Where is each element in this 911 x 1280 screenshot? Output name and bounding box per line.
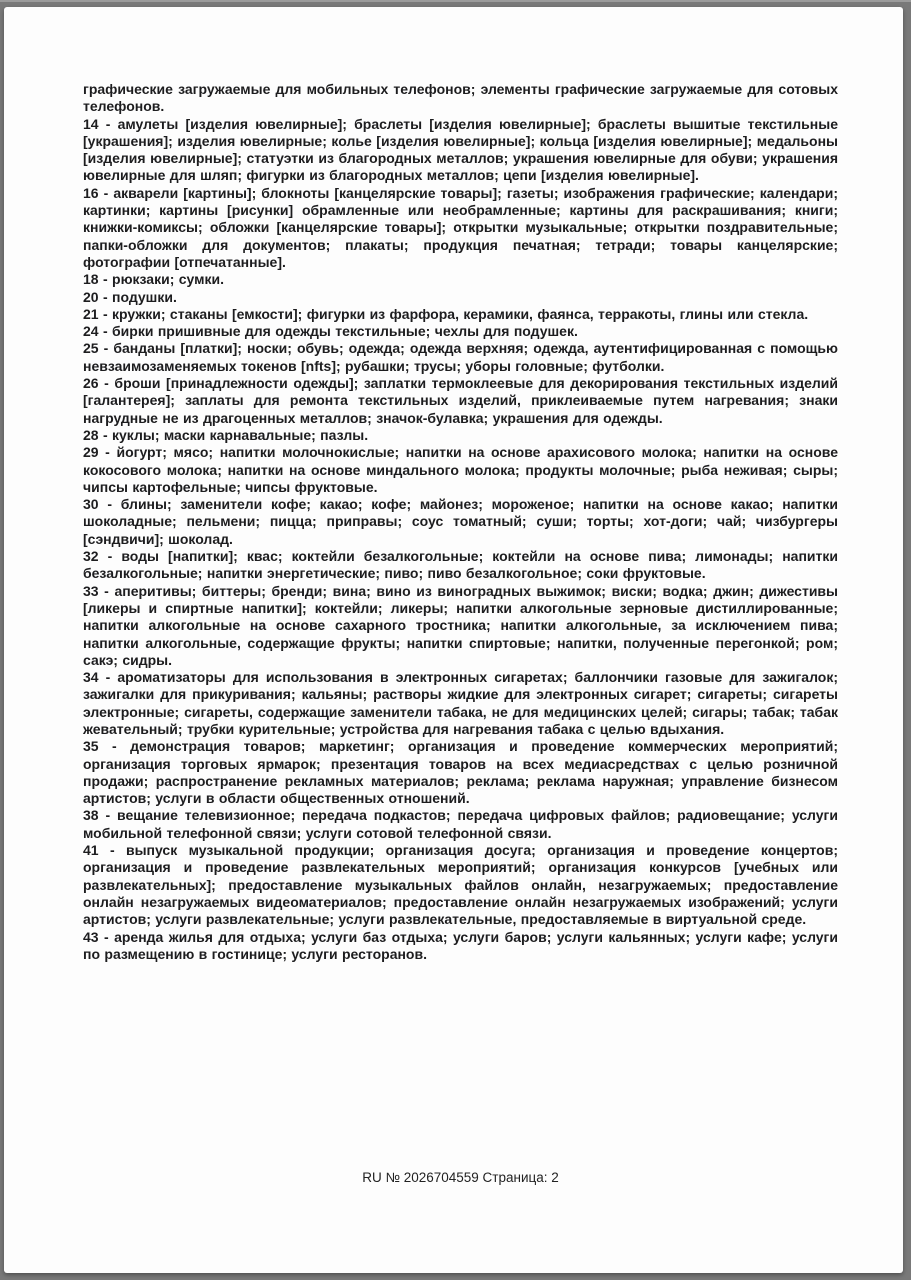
class-paragraph: 20 - подушки.	[83, 288, 177, 305]
document-page	[4, 7, 903, 1273]
class-paragraph: 21 - кружки; стаканы [емкости]; фигурки из фарфора, керамики, фаянса, терракоты, глины или стекла.	[83, 305, 809, 322]
goods-services-list	[83, 81, 838, 963]
class-paragraph: 18 - рюкзаки; сумки.	[83, 271, 225, 288]
backdrop-edge	[0, 0, 911, 2]
class-paragraph: 25 - банданы [платки]; носки; обувь; одежда; одежда верхняя; одежда, аутентифицированная с помощью невзаимозаменяемых токенов [nfts]; рубашки; трусы; уборы головные; футболки.	[83, 340, 838, 374]
class-paragraph: 33 - аперитивы; биттеры; бренди; вина; вино из виноградных выжимок; виски; водка; джин; дижестивы [ликеры и спиртные напитки]; коктейли; ликеры; напитки алкогольные зерновые дистиллированные; напитки алкогольные на основе сахарного тростника; напитки алкогольные, за исключением пива; напитки алкогольные, содержащие фрукты; напитки спиртовые; напитки, полученные перегонкой; ром; сакэ; сидры.	[83, 582, 838, 668]
page-footer: RU № 2026704559 Страница: 2	[362, 1170, 559, 1185]
class-paragraph: 30 - блины; заменители кофе; какао; кофе; майонез; мороженое; напитки на основе какао; напитки шоколадные; пельмени; пицца; приправы; соус томатный; суши; торты; хот-доги; чай; чизбургеры [сэндвичи]; шоколад.	[83, 496, 838, 547]
class-paragraph: 29 - йогурт; мясо; напитки молочнокислые; напитки на основе арахисового молока; напитки на основе кокосового молока; напитки на основе миндального молока; продукты молочные; рыба неживая; сыры; чипсы картофельные; чипсы фруктовые.	[83, 444, 838, 495]
class-paragraph: графические загружаемые для мобильных телефонов; элементы графические загружаемые для сотовых телефонов.	[83, 81, 838, 115]
class-paragraph: 24 - бирки пришивные для одежды текстильные; чехлы для подушек.	[83, 323, 578, 340]
class-paragraph: 14 - амулеты [изделия ювелирные]; браслеты [изделия ювелирные]; браслеты вышитые текстильные [украшения]; изделия ювелирные; колье [изделия ювелирные]; кольца [изделия ювелирные]; медальоны [изделия ювелирные]; статуэтки из благородных металлов; украшения ювелирные для обуви; украшения ювелирные для шляп; фигурки из благородных металлов; цепи [изделия ювелирные].	[83, 115, 838, 184]
class-paragraph: 32 - воды [напитки]; квас; коктейли безалкогольные; коктейли на основе пива; лимонады; напитки безалкогольные; напитки энергетические; пиво; пиво безалкогольное; соки фруктовые.	[83, 548, 838, 582]
class-paragraph: 34 - ароматизаторы для использования в электронных сигаретах; баллончики газовые для зажигалок; зажигалки для прикуривания; кальяны; растворы жидкие для электронных сигарет; сигареты; сигареты электронные; сигареты, содержащие заменители табака, не для медицинских целей; сигары; табак; табак жевательный; трубки курительные; устройства для нагревания табака с целью вдыхания.	[83, 669, 838, 737]
class-paragraph: 28 - куклы; маски карнавальные; пазлы.	[83, 426, 369, 443]
class-paragraph: 41 - выпуск музыкальной продукции; организация досуга; организация и проведение концертов; организация и проведение развлекательных мероприятий; организация конкурсов [учебных или развлекательных]; предоставление музыкальных файлов онлайн, незагружаемых; предоставление онлайн незагружаемых видеоматериалов; предоставление онлайн незагружаемых изображений; услуги артистов; услуги развлекательные; услуги развлекательные, предоставляемые в виртуальной среде.	[83, 842, 838, 928]
class-paragraph: 38 - вещание телевизионное; передача подкастов; передача цифровых файлов; радиовещание; услуги мобильной телефонной связи; услуги сотовой телефонной связи.	[83, 807, 838, 841]
class-paragraph: 35 - демонстрация товаров; маркетинг; организация и проведение коммерческих мероприятий; организация торговых ярмарок; презентация товаров на всех медиасредствах с целью розничной продажи; распространение рекламных материалов; реклама; реклама наружная; управление бизнесом артистов; услуги в области общественных отношений.	[83, 738, 838, 807]
class-paragraph: 26 - броши [принадлежности одежды]; заплатки термоклеевые для декорирования текстильных изделий [галантерея]; заплаты для ремонта текстильных изделий, приклеиваемые путем нагревания; знаки нагрудные не из драгоценных металлов; значок-булавка; украшения для одежды.	[83, 375, 838, 426]
class-paragraph: 43 - аренда жилья для отдыха; услуги баз отдыха; услуги баров; услуги кальянных; услуги кафе; услуги по размещению в гостинице; услуги ресторанов.	[83, 928, 838, 962]
class-paragraph: 16 - акварели [картины]; блокноты [канцелярские товары]; газеты; изображения графические; календари; картинки; картины [рисунки] обрамленные или необрамленные; картины для раскрашивания; книги; книжки-комиксы; обложки [канцелярские товары]; открытки музыкальные; открытки поздравительные; папки-обложки для документов; плакаты; продукция печатная; тетради; товары канцелярские; фотографии [отпечатанные].	[83, 184, 838, 270]
